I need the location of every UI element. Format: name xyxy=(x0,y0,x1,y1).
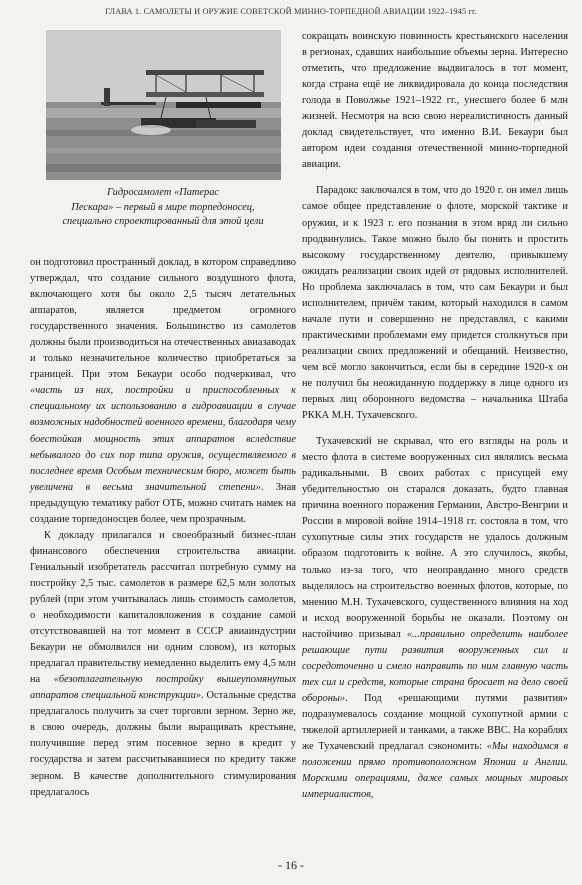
body-text: . Остальные средства предлагалось получить за счет торговли зерном. Зерно же, в свою очередь, должны были выращивать крестьяне, получившие перед этим посевное зерно в кредит у государства и затем рассчитывавшиеся по кредиту также зерном. В качестве дополнительного стимулирования предлагалось xyxy=(30,690,296,798)
body-text: . Под «решающими путями развития» подразумевалось создание мощной сухопутной армии с тяжелой артиллерией и танками, а также ВВС. На кораблях же Тухачевский предлагал сэкономить: xyxy=(302,692,568,753)
caption-line: Гидросамолет «Патерас xyxy=(106,187,220,198)
caption-line: Пескара» – первый в мире торпедоносец, xyxy=(71,201,255,213)
paragraph xyxy=(302,434,568,803)
seaplane-illustration xyxy=(46,30,281,180)
quote-text: «часть из них, постройки и приспособленных к специальному их использованию в гидроавиации в случае возможных надобностей военного времени, благодаря чему боестойкая мощность этих аппаратов вследствие небывалого до сих пор типа оружия, осуществляемого в последнее время Особым техническим бюро, может быть увеличена в весьма значительной степени» xyxy=(30,385,296,493)
paragraph xyxy=(302,183,568,424)
figure-caption xyxy=(30,186,296,230)
paragraph xyxy=(30,255,296,528)
body-text: он подготовил пространный доклад, в котором справедливо утверждал, что создание сильного воздушного флота, включающего хотя бы около 2,5 тысяч летательных аппаратов, является предметом огромного государственного значения. Большинство из самолетов должны были производиться на отечественных авиазаводах и только незначительное количество приобретаться за границей. При этом Бекаури особо подчеркивал, что xyxy=(30,257,296,381)
caption-line: специально спроектированный для этой цели xyxy=(62,216,264,227)
body-text: . Зная предыдущую тематику работ ОТБ, можно считать намек на создание торпедоносцев более, чем прозрачным. xyxy=(30,481,296,525)
body-text: К докладу прилагался и своеобразный бизнес-план финансового обеспечения строительства авиации. Гениальный изобретатель рассчитал потребную сумму на постройку 2,5 тыс. самолетов в размере 62,5 млн золотых рублей (при этом учитывалась лишь стоимость самолетов, о необходимости капиталовложения в создание самой отсутствовавшей на тот момент в СССР авиаиндустрии Бекаури не обмолвился ни одним словом), из которых предлагал правительству немедленно выделить ему 4,5 млн на xyxy=(30,529,296,686)
running-header: ГЛАВА 1. САМОЛЕТЫ И ОРУЖИЕ СОВЕТСКОЙ МИННО-ТОРПЕДНОЙ АВИАЦИИ 1922–1945 гг. xyxy=(105,7,477,16)
right-text-column xyxy=(302,29,568,803)
paragraph xyxy=(30,528,296,801)
body-text: Парадокс заключался в том, что до 1920 г. он имел лишь самое общее представление о флоте, морской тактике и оружии, и к 1923 г. его познания в этом вряд ли сильно продвинулись. Такое можно было бы понять и простить высокому государственному деятелю, привыкшему ожидать реализации своих идей от рядовых исполнителей. Но проблема заключалась в том, что сам Бекаури и был исполнителем, причём таким, который находился в самом начале пути и совершенно не представлял, с какими практическими проблемами ему придется столкнуться при реализации своих предложений и обещаний. Неизвестно, чем всё могло закончиться, если бы в середине 1920-х он не получил бы неожиданную поддержку в лице одного из первых лиц оборонного ведомства – начальника Штаба РККА М.Н. Тухачевского. xyxy=(302,185,568,422)
quote-text: «безотлагательную постройку вышеупомянутых аппаратов специальной конструкции» xyxy=(30,674,296,702)
quote-text: «...правильно определить наиболее решающие пути развития вооруженных сил и сосредоточенно и смело направить по ним главную часть тех сил и средств, которые страна бросает на дело своей обороны» xyxy=(302,628,568,704)
left-text-column xyxy=(30,255,296,801)
body-text: Тухачевский не скрывал, что его взгляды на роль и место флота в системе вооруженных сил являлись весьма радикальными. В своих работах с присущей ему убедительностью он старался доказать, будто главная причина военного поражения Германии, Австро-Венгрии и России в мировой войне 1914–1918 гг. состояла в том, что сухопутные силы этих государств не удалось должным образом подготовить к войне. А это случилось, якобы, только из-за того, что неоправданно много средств выделялось на строительство военных флотов, которые, по мнению М.Н. Тухачевского, существенного влияния на ход и исход вооруженной борьбы не оказали. Поэтому он настойчиво призывал xyxy=(302,436,568,640)
page-number: - 16 - xyxy=(278,858,304,872)
paragraph xyxy=(302,29,568,173)
quote-text: «Мы находимся в положении прямо противоположном Японии и Англии. Морскими операциями, даже самых мощных мировых империалистов, xyxy=(302,741,568,801)
seaplane-photo xyxy=(46,30,281,180)
body-text: сокращать воинскую повинность крестьянского населения в регионах, сдавших наибольшие объемы зерна. Интересно отметить, что предложение выдвигалось в тот момент, когда страна ещё не ликвидировала до конца последствия голода в Поволжье 1921–1922 гг., унесшего более 6 млн жизней. Несмотря на всю свою нереалистичность данный доклад свидетельствует, что именно В.И. Бекаури был автором идеи создания отечественной минно-торпедной авиации. xyxy=(302,31,568,171)
